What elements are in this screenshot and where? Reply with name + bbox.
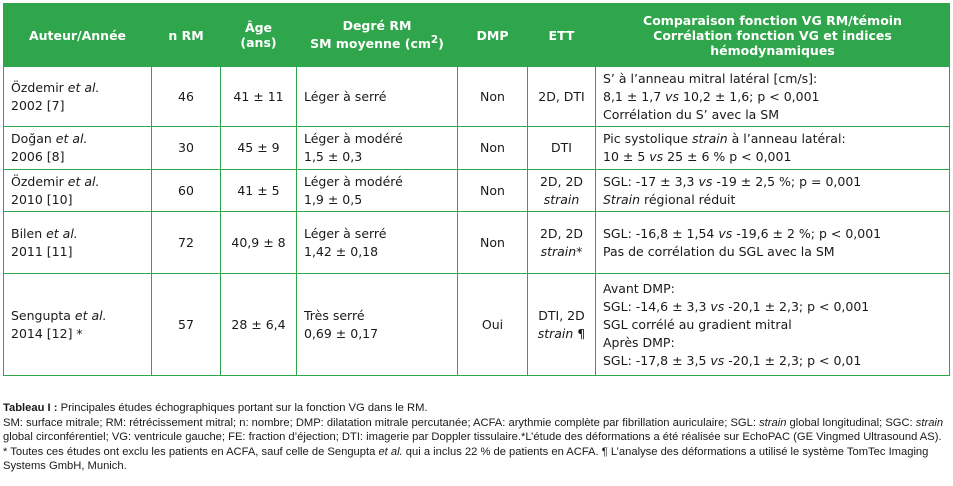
comp-text: 8,1 ± 1,7: [603, 88, 666, 104]
author-name: Özdemir: [11, 173, 68, 189]
cell-age: 45 ± 9: [221, 127, 297, 170]
author-etal: et al.: [55, 131, 88, 146]
table-header-row: [4, 4, 950, 67]
cell-age: 28 ± 6,4: [221, 274, 297, 376]
cell-n: 46: [152, 67, 221, 127]
cell-author: [4, 127, 152, 170]
author-name: Sengupta: [11, 307, 75, 323]
degree-sm: 1,42 ± 0,18: [304, 243, 379, 259]
cell-n: 30: [152, 127, 221, 170]
author-year: 2010 [10]: [11, 191, 73, 207]
comp-line: Corrélation du S’ avec la SM: [603, 106, 780, 122]
comp-vs: vs: [649, 149, 664, 164]
cell-age: 40,9 ± 8: [221, 212, 297, 274]
cell-degree: [297, 212, 458, 274]
legend-text: global longitudinal; SGC:: [786, 416, 916, 429]
table-row: [4, 127, 950, 170]
comp-text: 10 ± 5: [603, 149, 650, 164]
comp-text: SGL: -17,8 ± 3,5: [603, 352, 711, 368]
cell-dmp: Non: [458, 212, 528, 274]
header-comp-line3: hémodynamiques: [710, 42, 835, 58]
ett-strain: strain: [540, 243, 577, 259]
cell-degree: [297, 127, 458, 170]
comp-vs: vs: [665, 88, 680, 104]
legend-etal: et al.: [378, 445, 403, 458]
degree-sm: 1,9 ± 0,5: [304, 191, 363, 207]
author-etal: et al.: [67, 79, 100, 95]
caption-legend: [3, 416, 949, 474]
header-comp-line1: Comparaison fonction VG RM/témoin: [643, 12, 902, 28]
ett-strain: strain: [537, 325, 574, 341]
cell-comparison: [596, 170, 950, 212]
cell-dmp: Oui: [458, 274, 528, 376]
cell-degree: Léger à serré: [297, 67, 458, 127]
comp-text: 25 ± 6 % p < 0,001: [663, 149, 792, 164]
degree-sm: 0,69 ± 0,17: [304, 325, 379, 341]
author-year: 2002 [7]: [11, 97, 65, 113]
comp-vs: vs: [710, 298, 725, 314]
legend-strain: strain: [759, 416, 787, 429]
author-etal: et al.: [74, 307, 107, 323]
legend-text: SM: surface mitrale; RM: rétrécissement mitral; n: nombre; DMP: dilatation mitrale percutanée; ACFA: arythmie complète par fibrillation auriculaire; SGL:: [3, 416, 760, 429]
comp-line: Avant DMP:: [603, 280, 675, 296]
comp-text: -19 ± 2,5 %; p = 0,001: [712, 173, 862, 189]
degree-sm: 1,5 ± 0,3: [304, 149, 363, 164]
comp-text: régional réduit: [640, 191, 736, 207]
cell-author: [4, 170, 152, 212]
header-degree: [297, 4, 458, 67]
cell-comparison: [596, 274, 950, 376]
comp-text: 10,2 ± 1,6; p < 0,001: [679, 88, 820, 104]
header-n-rm: n RM: [152, 4, 221, 67]
author-name: Doğan: [11, 131, 56, 146]
table-caption: [3, 401, 949, 474]
header-dmp: DMP: [458, 4, 528, 67]
cell-n: 60: [152, 170, 221, 212]
legend-text: global circonférentiel; VG: ventricule gauche; FE: fraction d’éjection; DTI: imagerie par Doppler tissulaire.*L’étude des déformations a été réalisée sur EchoPAC (GE Vingmed Ultrasound AS). * Toutes ces études ont exclu les patients en ACFA, sauf celle de Sengupta: [3, 431, 942, 458]
cell-ett: [528, 212, 596, 274]
cell-degree: [297, 274, 458, 376]
degree-text: Léger à modéré: [304, 131, 403, 146]
cell-ett: 2D, DTI: [528, 67, 596, 127]
header-ett: ETT: [528, 4, 596, 67]
comp-line: SGL corrélé au gradient mitral: [603, 316, 792, 332]
comp-line: Après DMP:: [603, 334, 675, 350]
comp-text: à l’anneau latéral:: [727, 131, 846, 146]
degree-text: Léger à modéré: [304, 173, 403, 189]
header-comp-line2: Corrélation fonction VG et indices: [653, 27, 892, 43]
comp-strain: Strain: [603, 191, 641, 207]
cell-comparison: [596, 127, 950, 170]
comp-line: Pas de corrélation du SGL avec la SM: [603, 243, 835, 259]
header-author: Auteur/Année: [4, 4, 152, 67]
author-etal: et al.: [67, 173, 100, 189]
header-age-line1: Âge: [244, 20, 273, 35]
legend-strain: strain: [915, 416, 944, 429]
header-comparison: [596, 4, 950, 67]
cell-age: 41 ± 11: [221, 67, 297, 127]
cell-degree: [297, 170, 458, 212]
caption-title-text: Principales études échographiques portant sur la fonction VG dans le RM.: [57, 402, 428, 414]
cell-dmp: Non: [458, 127, 528, 170]
cell-dmp: Non: [458, 67, 528, 127]
cell-ett: [528, 170, 596, 212]
header-degree-line2: SM moyenne (cm: [310, 36, 431, 52]
cell-author: [4, 67, 152, 127]
comp-text: SGL: -14,6 ± 3,3: [603, 298, 711, 314]
comp-vs: vs: [718, 225, 733, 241]
cell-ett: [528, 274, 596, 376]
ett-strain: strain: [543, 191, 580, 207]
header-degree-line1: Degré RM: [342, 18, 412, 34]
comp-strain: strain: [692, 131, 728, 146]
ett-text: DTI, 2D: [538, 307, 585, 323]
author-year: 2011 [11]: [11, 243, 73, 259]
cell-ett: DTI: [528, 127, 596, 170]
ett-text: 2D, 2D: [539, 173, 584, 189]
cell-comparison: [596, 67, 950, 127]
table-row: [4, 67, 950, 127]
header-degree-sup: 2: [430, 34, 439, 47]
comp-line: S’ à l’anneau mitral latéral [cm/s]:: [603, 70, 818, 86]
cell-n: 57: [152, 274, 221, 376]
comp-text: SGL: -17 ± 3,3: [603, 173, 699, 189]
ett-footnote-mark: ¶: [573, 325, 586, 341]
comp-vs: vs: [710, 352, 725, 368]
comp-text: Pic systolique: [603, 131, 693, 146]
table-row: [4, 274, 950, 376]
table-row: [4, 170, 950, 212]
cell-author: [4, 274, 152, 376]
studies-table: [3, 3, 950, 376]
comp-text: -20,1 ± 2,3; p < 0,001: [724, 298, 870, 314]
ett-text: 2D, 2D: [539, 225, 584, 241]
degree-text: Léger à serré: [304, 225, 387, 241]
comp-text: SGL: -16,8 ± 1,54: [603, 225, 719, 241]
comp-vs: vs: [698, 173, 713, 189]
author-etal: et al.: [46, 225, 78, 241]
cell-author: [4, 212, 152, 274]
comp-text: -20,1 ± 2,3; p < 0,01: [724, 352, 862, 368]
cell-n: 72: [152, 212, 221, 274]
header-age: [221, 4, 297, 67]
header-age-line2: (ans): [240, 35, 277, 50]
cell-dmp: Non: [458, 170, 528, 212]
author-name: Bilen: [11, 225, 47, 241]
author-year: 2014 [12] *: [11, 325, 83, 341]
ett-footnote-mark: *: [576, 243, 583, 259]
author-year: 2006 [8]: [11, 149, 65, 164]
degree-text: Très serré: [304, 307, 365, 323]
comp-text: -19,6 ± 2 %; p < 0,001: [732, 225, 882, 241]
caption-title-label: Tableau I :: [3, 402, 58, 414]
cell-age: 41 ± 5: [221, 170, 297, 212]
cell-comparison: [596, 212, 950, 274]
header-degree-close: ): [438, 36, 444, 52]
author-name: Özdemir: [11, 79, 68, 95]
legend-text: qui a inclus 22 % de patients en ACFA. ¶ L’analyse des déformations a utilisé le système TomTec Imaging Systems GmbH, Munich.: [3, 445, 929, 473]
caption-title: [3, 401, 949, 416]
table-row: [4, 212, 950, 274]
